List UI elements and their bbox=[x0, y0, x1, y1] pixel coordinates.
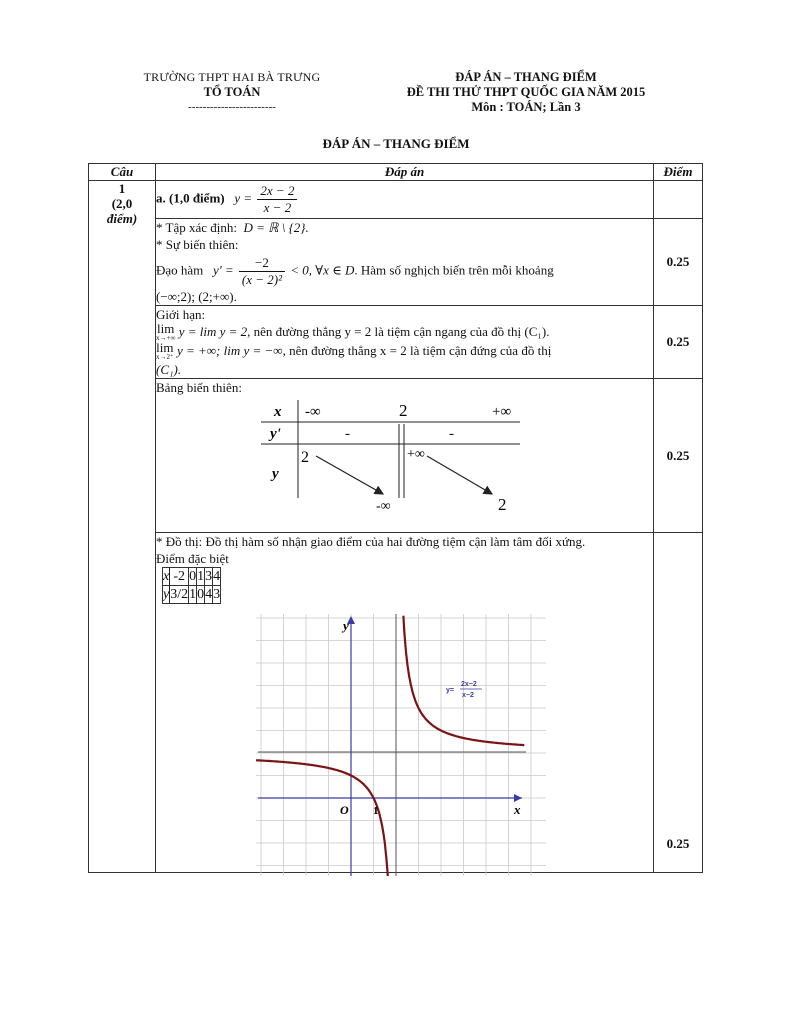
school-name: TRƯỜNG THPT HAI BÀ TRƯNG bbox=[143, 70, 321, 84]
table-row bbox=[89, 533, 703, 873]
special-points-label: Điểm đặc biệt bbox=[156, 551, 229, 566]
intervals: (−∞;2); (2;+∞). bbox=[156, 289, 237, 304]
bbt-y-top-left: 2 bbox=[301, 449, 309, 466]
points-y-value: 3 bbox=[213, 587, 221, 602]
question-points-unit: điểm) bbox=[106, 211, 138, 226]
limits-label: Giới hạn: bbox=[156, 307, 206, 322]
question-cell bbox=[89, 181, 156, 873]
function-numerator: 2x − 2 bbox=[257, 183, 297, 200]
limit2-operator: lim x→2⁺ bbox=[156, 340, 174, 361]
bbt-cell bbox=[156, 379, 654, 533]
points-y-value: 1 bbox=[189, 587, 197, 602]
x-axis-arrow bbox=[514, 794, 522, 802]
table-row bbox=[89, 219, 703, 306]
points-x-value: 3 bbox=[205, 569, 213, 584]
score-empty bbox=[654, 181, 703, 219]
bbt-x-label: x bbox=[274, 404, 282, 420]
header-score: Điểm bbox=[654, 164, 703, 181]
bbt-x-mid: 2 bbox=[399, 401, 408, 420]
origin-label: O bbox=[340, 803, 349, 817]
score-2: 0.25 bbox=[654, 306, 703, 379]
derivative-numerator: −2 bbox=[239, 255, 285, 272]
header-right bbox=[370, 70, 682, 115]
legend-denominator: x−2 bbox=[462, 692, 474, 699]
y-axis-label: y bbox=[343, 618, 349, 633]
limit1-operator: lim x→+∞ bbox=[156, 321, 176, 342]
function-denominator: x − 2 bbox=[263, 200, 292, 215]
function-lhs: y = bbox=[234, 190, 253, 206]
bbt-yp-right: - bbox=[449, 426, 454, 442]
bbt-y-top-right: +∞ bbox=[407, 447, 425, 462]
table-row bbox=[89, 379, 703, 533]
part-a-cell bbox=[156, 181, 654, 219]
points-y-value: 0 bbox=[197, 587, 205, 602]
question-number: 1 bbox=[118, 181, 126, 196]
header-question: Câu bbox=[89, 164, 156, 181]
variation-table bbox=[156, 396, 653, 532]
score-3: 0.25 bbox=[654, 379, 703, 533]
derivative-condition: < 0, ∀x ∈ D bbox=[290, 262, 355, 278]
derivative-fraction bbox=[239, 255, 285, 288]
score-4: 0.25 bbox=[654, 533, 703, 873]
legend-numerator: 2x−2 bbox=[461, 681, 477, 688]
header-separator: ------------------------ bbox=[188, 101, 276, 113]
bbt-y-bottom-right: 2 bbox=[498, 495, 507, 514]
legend-lhs: y= bbox=[446, 687, 454, 694]
limit2-expr: y = +∞; lim y = −∞ bbox=[176, 343, 283, 358]
tick-one-label: 1 bbox=[373, 805, 379, 817]
function-fraction bbox=[257, 183, 297, 216]
limits-cell bbox=[156, 306, 654, 379]
points-x-value: 0 bbox=[189, 569, 197, 584]
derivative-label: Đạo hàm bbox=[156, 262, 204, 278]
bbt-yp-left: - bbox=[345, 426, 350, 442]
table-row bbox=[89, 306, 703, 379]
points-x-label: x bbox=[163, 569, 170, 584]
points-y-label: y bbox=[163, 587, 170, 602]
limit2-end: (C₁). bbox=[156, 362, 182, 377]
table-row bbox=[89, 181, 703, 219]
bbt-arrow-left bbox=[316, 456, 383, 494]
bbt-arrow-right bbox=[427, 456, 492, 494]
function-graph bbox=[156, 604, 653, 872]
bbt-y-label: y bbox=[272, 466, 279, 482]
header-left bbox=[118, 70, 346, 115]
part-a-label: a. (1,0 điểm) bbox=[156, 190, 225, 206]
department-name: TỔ TOÁN bbox=[203, 85, 261, 99]
limit1-text: , nên đường thẳng y = 2 là tiệm cận ngang của đồ thị (C₁). bbox=[247, 324, 550, 339]
answer-table bbox=[88, 163, 703, 873]
points-y-value: 4 bbox=[205, 587, 213, 602]
bbt-x-right: +∞ bbox=[492, 404, 512, 420]
variation-label: * Sự biến thiên: bbox=[156, 237, 239, 252]
special-points-table bbox=[162, 567, 221, 604]
question-points: (2,0 bbox=[111, 196, 133, 211]
bbt-yp-label: y' bbox=[270, 426, 281, 442]
answer-title: ĐÁP ÁN – THANG ĐIỂM bbox=[455, 70, 597, 84]
bbt-y-bottom-left: -∞ bbox=[376, 499, 391, 514]
exam-title: ĐỀ THI THỬ THPT QUỐC GIA NĂM 2015 bbox=[406, 85, 646, 99]
domain-label: * Tập xác định: bbox=[156, 220, 237, 235]
curve-left-branch bbox=[256, 760, 388, 876]
x-axis-label: x bbox=[514, 802, 521, 817]
derivative-text: . Hàm số nghịch biến trên mỗi khoảng bbox=[354, 262, 554, 278]
points-x-value: 4 bbox=[213, 569, 221, 584]
function-graph-svg bbox=[256, 614, 556, 876]
bbt-label: Bảng biến thiên: bbox=[156, 380, 242, 395]
graph-grid bbox=[256, 614, 546, 876]
limit2-text: , nên đường thẳng x = 2 là tiệm cận đứng của đồ thị bbox=[282, 343, 552, 358]
variation-table-svg bbox=[156, 398, 646, 514]
graph-label: * Đồ thị: Đồ thị hàm số nhận giao điểm của hai đường tiệm cận làm tâm đối xứng. bbox=[156, 534, 586, 549]
domain-cell bbox=[156, 219, 654, 306]
graph-cell bbox=[156, 533, 654, 873]
page-title: ĐÁP ÁN – THANG ĐIỂM bbox=[322, 136, 470, 151]
limit1-expr: y = lim y = 2 bbox=[178, 324, 248, 339]
derivative-denominator: (x − 2)² bbox=[241, 272, 282, 287]
subject-line: Môn : TOÁN; Lần 3 bbox=[471, 100, 581, 114]
points-y-value: 3/2 bbox=[170, 587, 189, 602]
domain-value: D = ℝ \ {2}. bbox=[243, 220, 309, 235]
points-x-value: 1 bbox=[197, 569, 205, 584]
bbt-x-left: -∞ bbox=[305, 404, 321, 420]
derivative-lhs: y' = bbox=[213, 262, 234, 278]
table-header-row bbox=[89, 164, 703, 181]
score-1: 0.25 bbox=[654, 219, 703, 306]
points-x-value: -2 bbox=[170, 568, 189, 586]
header-answer: Đáp án bbox=[156, 164, 654, 181]
